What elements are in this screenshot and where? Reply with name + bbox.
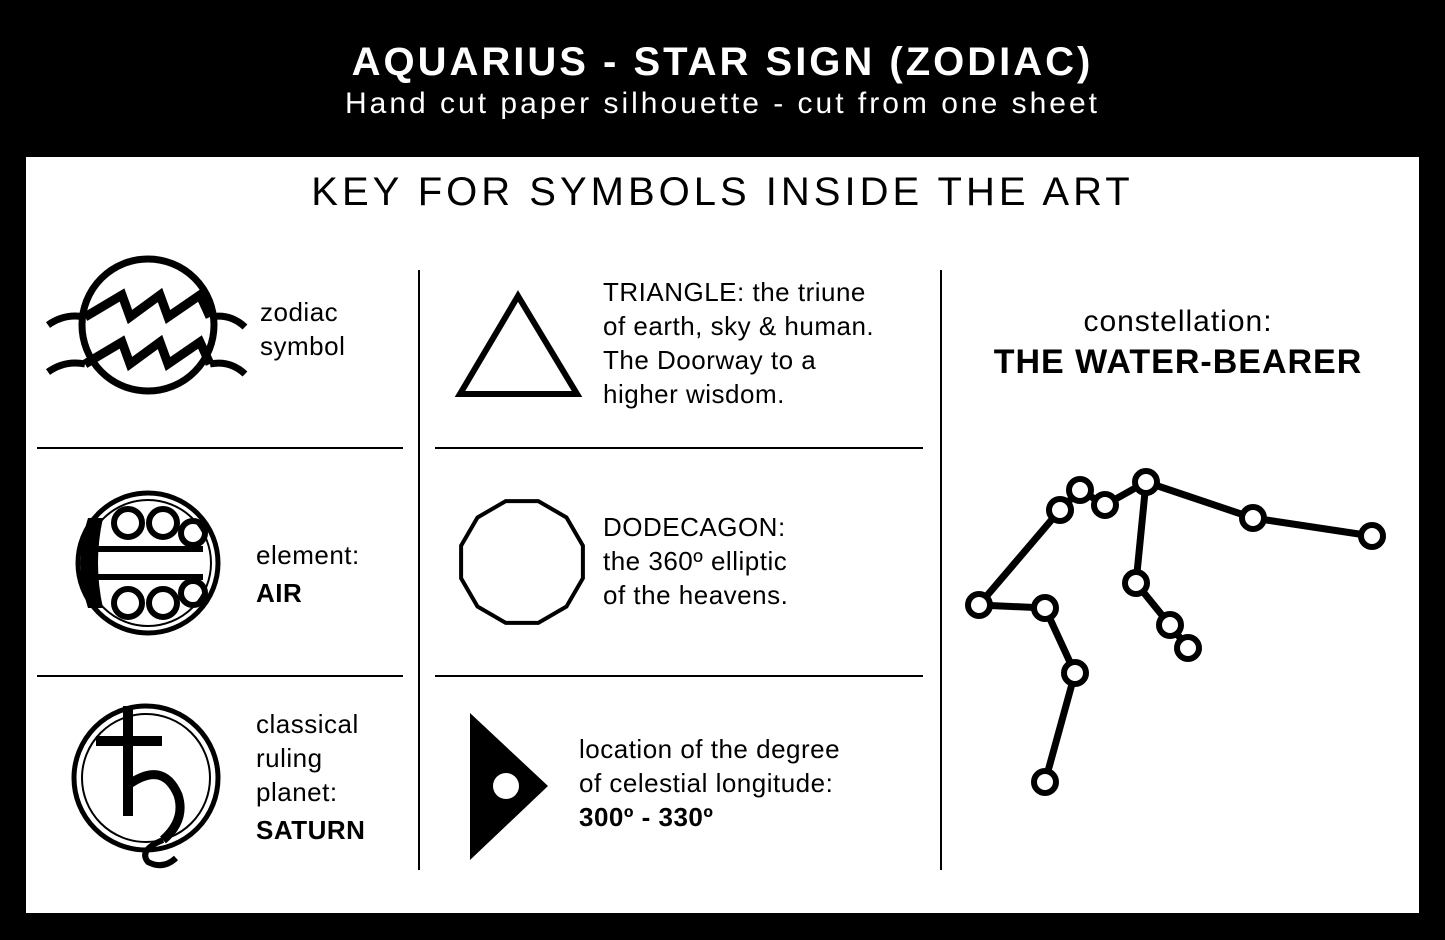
divider-vertical-1 — [418, 270, 420, 870]
divider-left-1 — [37, 447, 403, 449]
header-title: AQUARIUS - STAR SIGN (ZODIAC) — [351, 40, 1094, 84]
constellation-diagram — [960, 460, 1400, 810]
triangle-icon — [455, 290, 585, 400]
air-element-icon — [68, 488, 228, 638]
triangle-label: TRIANGLE: the triune of earth, sky & human. The Doorway to a higher wisdom. — [603, 277, 875, 409]
header-subtitle: Hand cut paper silhouette - cut from one sheet — [344, 87, 1101, 120]
aquarius-icon — [40, 255, 250, 400]
constellation-name: THE WATER-BEARER — [993, 343, 1363, 381]
zodiac-label: zodiac symbol — [260, 297, 346, 361]
element-value: AIR — [256, 578, 303, 608]
divider-mid-1 — [435, 447, 923, 449]
constellation-label: constellation: — [1083, 305, 1273, 338]
dodecagon-label: DODECAGON: the 360º elliptic of the heavens. — [603, 512, 789, 610]
dodecagon-icon — [455, 495, 590, 630]
location-value: 300º - 330º — [579, 802, 714, 832]
planet-label: classical ruling planet: SATURN — [256, 709, 366, 845]
element-label: element: AIR — [256, 540, 360, 608]
divider-left-2 — [37, 675, 403, 677]
location-label: location of the degree of celestial longitude: 300º - 330º — [579, 734, 841, 832]
key-title: KEY FOR SYMBOLS INSIDE THE ART — [311, 170, 1134, 214]
saturn-icon — [68, 700, 228, 870]
planet-value: SATURN — [256, 815, 366, 845]
location-pointer-icon — [468, 713, 553, 863]
divider-mid-2 — [435, 675, 923, 677]
